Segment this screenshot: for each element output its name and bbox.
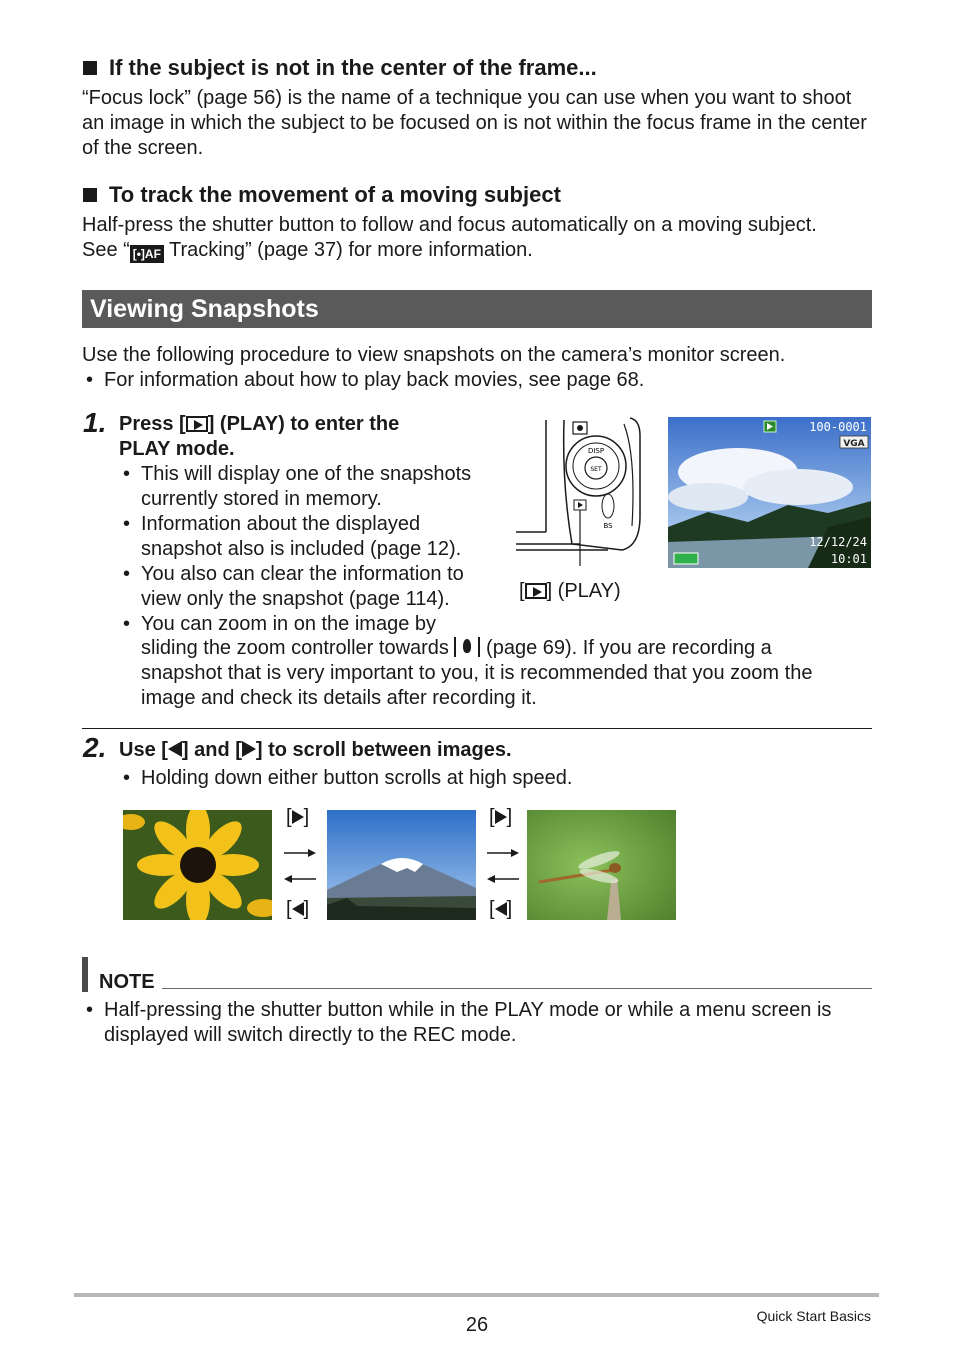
banner-title: Viewing Snapshots	[90, 295, 319, 323]
zoom-telephoto-icon	[454, 637, 480, 657]
playback-screen-photo	[668, 417, 871, 568]
note-rule	[162, 988, 872, 989]
note-marker	[82, 957, 88, 992]
scroll-arrows-1	[282, 845, 318, 885]
next-key-label-1: [ ]	[286, 806, 310, 828]
left-arrow-icon	[292, 902, 304, 916]
zoom-text-continued: sliding the zoom controller towards (page 69). If you are recording a snapshot that is very important to you, it is recommended that you zoom the image and check its details after recording it.	[141, 637, 813, 709]
list-item: • Holding down either button scrolls at high speed.	[119, 766, 819, 791]
divider	[82, 728, 872, 729]
right-arrow-icon	[242, 741, 256, 757]
footer-rule	[74, 1293, 879, 1297]
dragonfly-image	[527, 810, 676, 920]
list-item: • Half-pressing the shutter button while in the PLAY mode or while a menu screen is displayed will switch directly to the REC mode.	[82, 998, 882, 1048]
prev-key-label-1: [ ]	[286, 898, 310, 920]
page-number: 26	[465, 1314, 489, 1336]
step-1-bullets	[119, 462, 494, 637]
left-arrow-icon	[168, 741, 182, 757]
step-1-number: 1.	[83, 407, 107, 438]
tracking-body: Half-press the shutter button to follow and focus automatically on a moving subject. See “ [•]AF Tracking” (page 37) for more information.	[82, 214, 817, 261]
focus-lock-heading: If the subject is not in the center of the frame...	[83, 55, 597, 81]
list-item: • For information about how to play back movies, see page 68.	[82, 368, 877, 393]
right-arrow-icon	[495, 810, 507, 824]
tracking-heading: To track the movement of a moving subject	[83, 182, 561, 208]
square-bullet-icon	[83, 61, 97, 75]
note-label: NOTE	[99, 971, 155, 993]
focus-lock-body: “Focus lock” (page 56) is the name of a technique you can use when you want to shoot an image in which the subject to be focused on is not within the focus frame in the center of the screen.	[82, 87, 867, 159]
bs-label: BS	[603, 522, 613, 530]
play-icon	[186, 416, 208, 432]
right-arrow-icon	[292, 810, 304, 824]
list-item: • This will display one of the snapshots currently stored in memory.	[119, 462, 494, 512]
note-bullets	[82, 998, 882, 1048]
footer-section: Quick Start Basics	[756, 1308, 871, 1324]
time-readout: 10:01	[830, 552, 867, 566]
next-key-label-2: [ ]	[489, 806, 513, 828]
disp-label: DISP	[587, 447, 605, 455]
step-2-number: 2.	[83, 732, 107, 763]
step-2-title: Use [ ] and [ ] to scroll between images.	[119, 739, 512, 761]
landscape-image	[668, 417, 871, 568]
battery-icon	[674, 553, 698, 564]
size-badge: VGA	[843, 439, 865, 449]
square-bullet-icon	[83, 188, 97, 202]
date-readout: 12/12/24	[809, 535, 867, 549]
mountain-image	[327, 810, 476, 920]
intro-text: Use the following procedure to view snapshots on the camera’s monitor screen.	[82, 344, 786, 366]
sunflower-image	[123, 810, 272, 920]
prev-key-label-2: [ ]	[489, 898, 513, 920]
step-2-bullets	[119, 766, 819, 791]
step-1-title: Press [ ] (PLAY) to enter the PLAY mode.	[119, 413, 400, 460]
scroll-arrows-2	[485, 845, 521, 885]
intro-bullets	[82, 368, 877, 393]
play-icon	[525, 583, 547, 599]
camera-back-illustration	[512, 416, 652, 566]
left-arrow-icon	[495, 902, 507, 916]
list-item: • You also can clear the information to view only the snapshot (page 114).	[119, 562, 494, 612]
play-caption: [ ] (PLAY)	[519, 580, 621, 602]
list-item: • Information about the displayed snapshot also is included (page 12).	[119, 512, 494, 562]
file-number-readout: 100-0001	[809, 420, 867, 434]
tracking-af-icon: [•]AF	[130, 245, 164, 263]
section-banner	[82, 290, 872, 328]
set-label: SET	[590, 466, 602, 473]
list-item: • You can zoom in on the image by	[119, 612, 494, 637]
